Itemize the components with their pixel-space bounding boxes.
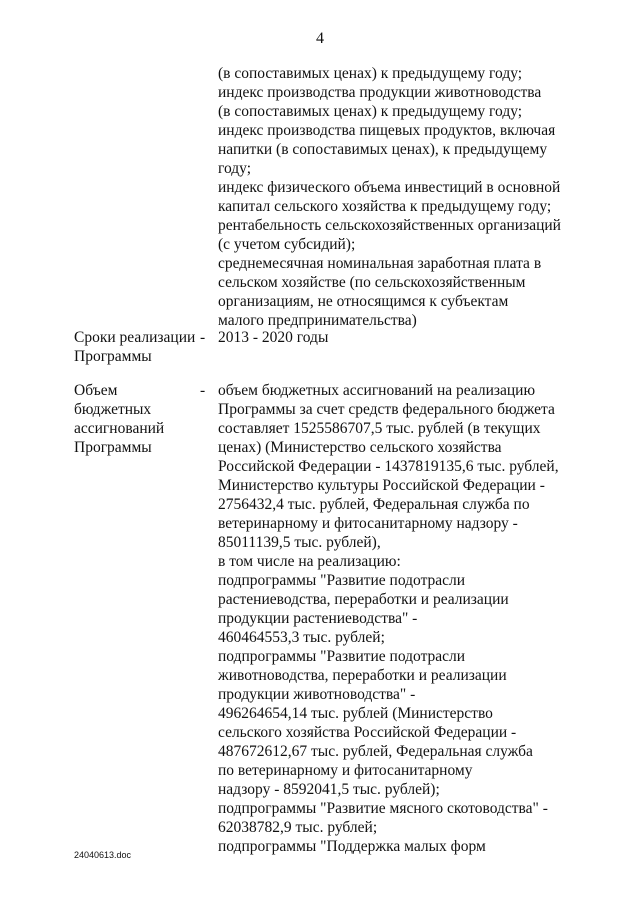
budget-label-line: Объем: [74, 382, 118, 399]
text-line: индекс производства продукции животноводства: [218, 84, 542, 101]
text-line: 2756432,4 тыс. рублей, Федеральная служба по: [218, 496, 530, 513]
text-line: организациям, не относящимся к субъектам: [218, 293, 509, 310]
budget-dash: -: [200, 382, 206, 399]
text-line: 460464553,3 тыс. рублей;: [218, 629, 385, 646]
text-line: подпрограммы "Развитие мясного скотоводства" -: [218, 800, 548, 817]
text-line: 62038782,9 тыс. рублей;: [218, 819, 378, 836]
terms-label-line: Сроки реализации: [74, 329, 196, 346]
text-line: подпрограммы "Развитие подотрасли: [218, 648, 466, 665]
text-line: (в сопоставимых ценах) к предыдущему году;: [218, 103, 523, 120]
text-line: животноводства, переработки и реализации: [218, 667, 507, 684]
text-line: 487672612,67 тыс. рублей, Федеральная служба: [218, 743, 533, 760]
text-line: растениеводства, переработки и реализации: [218, 591, 509, 608]
budget-label-line: Программы: [74, 439, 152, 456]
text-line: 85011139,5 тыс. рублей),: [218, 534, 381, 551]
budget-value: [218, 381, 568, 856]
text-line: продукции растениеводства" -: [218, 610, 418, 627]
text-line: составляет 1525586707,5 тыс. рублей (в текущих: [218, 420, 541, 437]
indicators-continuation: [218, 64, 561, 330]
text-line: по ветеринарному и фитосанитарному: [218, 762, 473, 779]
text-line: среднемесячная номинальная заработная плата в: [218, 255, 542, 272]
text-line: (с учетом субсидий);: [218, 236, 356, 253]
text-line: Программы за счет средств федерального бюджета: [218, 401, 555, 418]
text-line: ветеринарному и фитосанитарному надзору -: [218, 515, 518, 532]
text-line: объем бюджетных ассигнований на реализацию: [218, 382, 536, 399]
text-line: индекс производства пищевых продуктов, включая: [218, 122, 556, 139]
text-line: Министерство культуры Российской Федерации -: [218, 477, 545, 494]
text-line: продукции животноводства" -: [218, 686, 416, 703]
document-filename: 24040613.doc: [74, 850, 132, 860]
text-line: подпрограммы "Развитие подотрасли: [218, 572, 466, 589]
budget-label: [74, 381, 164, 457]
text-line: ценах) (Министерство сельского хозяйства: [218, 439, 502, 456]
text-line: подпрограммы "Поддержка малых форм: [218, 838, 486, 855]
terms-dash: -: [200, 329, 206, 346]
budget-label-line: бюджетных: [74, 401, 152, 418]
terms-label-line: Программы: [74, 348, 152, 365]
terms-value: 2013 - 2020 годы: [218, 329, 329, 346]
text-line: индекс физического объема инвестиций в основной: [218, 179, 561, 196]
page-number: 4: [316, 30, 324, 47]
text-line: рентабельность сельскохозяйственных организаций: [218, 217, 561, 234]
text-line: в том числе на реализацию:: [218, 553, 401, 570]
text-line: малого предпринимательства): [218, 312, 417, 329]
budget-label-line: ассигнований: [74, 420, 165, 437]
text-line: напитки (в сопоставимых ценах), к предыдущему: [218, 141, 548, 158]
text-line: сельском хозяйстве (по сельскохозяйственным: [218, 274, 526, 291]
text-line: (в сопоставимых ценах) к предыдущему году;: [218, 65, 523, 82]
text-line: Российской Федерации - 1437819135,6 тыс. рублей,: [218, 458, 559, 475]
text-line: капитал сельского хозяйства к предыдущему году;: [218, 198, 552, 215]
text-line: сельского хозяйства Российской Федерации -: [218, 724, 517, 741]
text-line: надзору - 8592041,5 тыс. рублей);: [218, 781, 440, 798]
text-line: году;: [218, 160, 252, 177]
terms-label: [74, 328, 195, 366]
text-line: 496264654,14 тыс. рублей (Министерство: [218, 705, 493, 722]
